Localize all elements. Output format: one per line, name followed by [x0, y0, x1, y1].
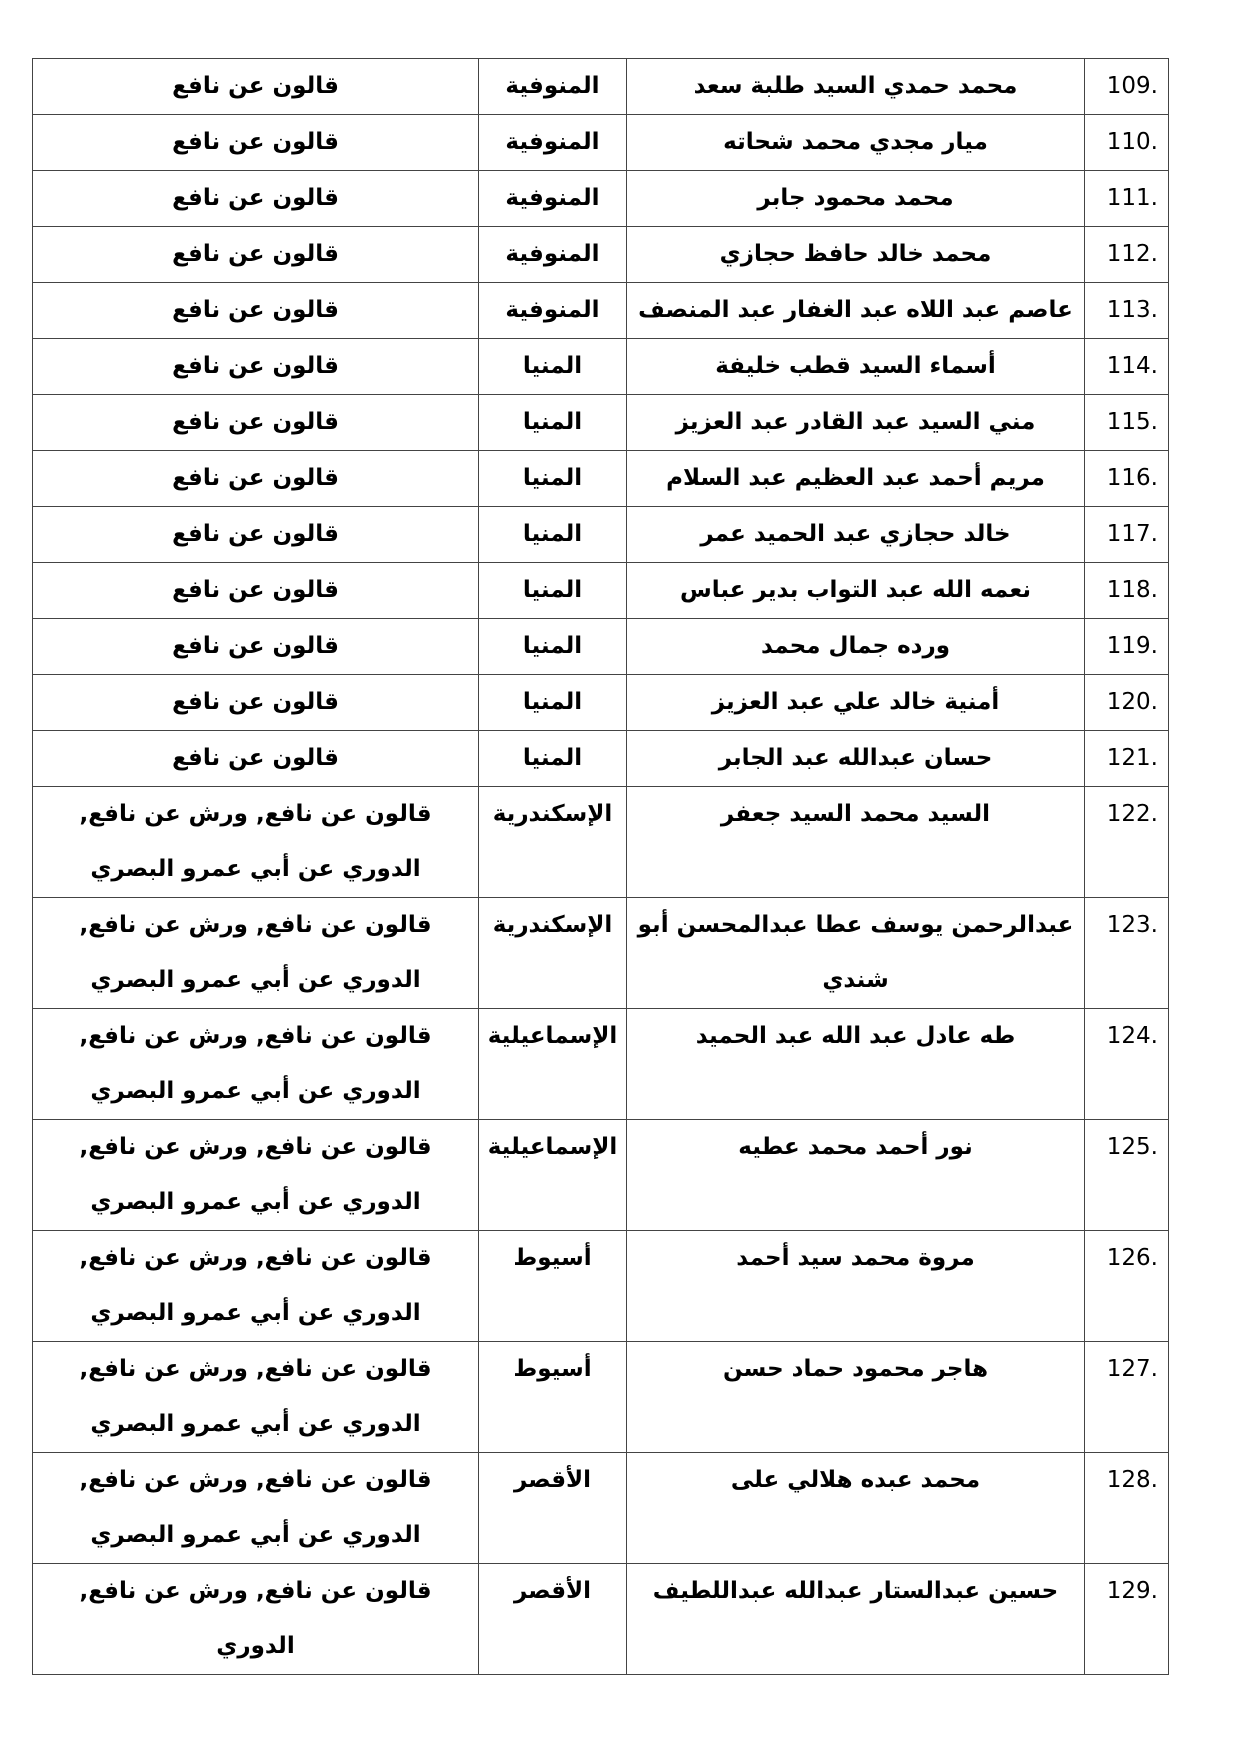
- row-number-cell: 126.: [1085, 1231, 1169, 1342]
- readings-cell: قالون عن نافع: [33, 339, 479, 395]
- name-cell: هاجر محمود حماد حسن: [627, 1342, 1085, 1453]
- table-body: [33, 59, 1169, 1675]
- name-cell: حسين عبدالستار عبدالله عبداللطيف: [627, 1564, 1085, 1675]
- readings-cell: قالون عن نافع, ورش عن نافع, الدوري عن أبي عمرو البصري: [33, 1453, 479, 1564]
- table-row: [33, 898, 1169, 1009]
- table-row: [33, 59, 1169, 115]
- governorate-cell: الأقصر: [479, 1564, 627, 1675]
- governorate-cell: المنوفية: [479, 283, 627, 339]
- readings-cell: قالون عن نافع, ورش عن نافع, الدوري عن أبي عمرو البصري: [33, 787, 479, 898]
- table-row: [33, 1453, 1169, 1564]
- row-number-cell: 116.: [1085, 451, 1169, 507]
- name-cell: أسماء السيد قطب خليفة: [627, 339, 1085, 395]
- table-row: [33, 507, 1169, 563]
- governorate-cell: الإسكندرية: [479, 898, 627, 1009]
- row-number-cell: 127.: [1085, 1342, 1169, 1453]
- governorate-cell: أسيوط: [479, 1342, 627, 1453]
- row-number-cell: 120.: [1085, 675, 1169, 731]
- row-number-cell: 109.: [1085, 59, 1169, 115]
- readings-cell: قالون عن نافع: [33, 563, 479, 619]
- row-number-cell: 115.: [1085, 395, 1169, 451]
- governorate-cell: المنيا: [479, 395, 627, 451]
- row-number-cell: 114.: [1085, 339, 1169, 395]
- name-cell: محمد حمدي السيد طلبة سعد: [627, 59, 1085, 115]
- table-row: [33, 731, 1169, 787]
- governorate-cell: الأقصر: [479, 1453, 627, 1564]
- readings-cell: قالون عن نافع: [33, 171, 479, 227]
- row-number-cell: 119.: [1085, 619, 1169, 675]
- name-cell: أمنية خالد علي عبد العزيز: [627, 675, 1085, 731]
- readings-cell: قالون عن نافع, ورش عن نافع, الدوري عن أبي عمرو البصري: [33, 898, 479, 1009]
- name-cell: السيد محمد السيد جعفر: [627, 787, 1085, 898]
- readings-cell: قالون عن نافع: [33, 283, 479, 339]
- readings-cell: قالون عن نافع, ورش عن نافع, الدوري عن أبي عمرو البصري: [33, 1120, 479, 1231]
- name-cell: مني السيد عبد القادر عبد العزيز: [627, 395, 1085, 451]
- readings-cell: قالون عن نافع: [33, 395, 479, 451]
- table-row: [33, 115, 1169, 171]
- readings-cell: قالون عن نافع, ورش عن نافع, الدوري عن أبي عمرو البصري: [33, 1009, 479, 1120]
- table-row: [33, 1009, 1169, 1120]
- name-cell: محمد خالد حافظ حجازي: [627, 227, 1085, 283]
- name-cell: نعمه الله عبد التواب بدير عباس: [627, 563, 1085, 619]
- table-row: [33, 395, 1169, 451]
- row-number-cell: 122.: [1085, 787, 1169, 898]
- table-row: [33, 787, 1169, 898]
- participants-table: [32, 58, 1169, 1675]
- governorate-cell: المنيا: [479, 339, 627, 395]
- governorate-cell: الإسكندرية: [479, 787, 627, 898]
- table-row: [33, 619, 1169, 675]
- name-cell: محمد محمود جابر: [627, 171, 1085, 227]
- name-cell: مريم أحمد عبد العظيم عبد السلام: [627, 451, 1085, 507]
- name-cell: مروة محمد سيد أحمد: [627, 1231, 1085, 1342]
- readings-cell: قالون عن نافع: [33, 675, 479, 731]
- readings-cell: قالون عن نافع, ورش عن نافع, الدوري عن أبي عمرو البصري: [33, 1342, 479, 1453]
- readings-cell: قالون عن نافع, ورش عن نافع, الدوري: [33, 1564, 479, 1675]
- readings-cell: قالون عن نافع: [33, 227, 479, 283]
- governorate-cell: الإسماعيلية: [479, 1009, 627, 1120]
- readings-cell: قالون عن نافع: [33, 731, 479, 787]
- governorate-cell: المنيا: [479, 675, 627, 731]
- row-number-cell: 118.: [1085, 563, 1169, 619]
- table-row: [33, 1564, 1169, 1675]
- table-row: [33, 171, 1169, 227]
- name-cell: ورده جمال محمد: [627, 619, 1085, 675]
- table-row: [33, 1120, 1169, 1231]
- governorate-cell: المنوفية: [479, 227, 627, 283]
- table-row: [33, 283, 1169, 339]
- name-cell: عاصم عبد اللاه عبد الغفار عبد المنصف: [627, 283, 1085, 339]
- readings-cell: قالون عن نافع: [33, 115, 479, 171]
- governorate-cell: المنوفية: [479, 59, 627, 115]
- readings-cell: قالون عن نافع, ورش عن نافع, الدوري عن أبي عمرو البصري: [33, 1231, 479, 1342]
- row-number-cell: 129.: [1085, 1564, 1169, 1675]
- table-row: [33, 451, 1169, 507]
- governorate-cell: المنيا: [479, 619, 627, 675]
- name-cell: نور أحمد محمد عطيه: [627, 1120, 1085, 1231]
- table-row: [33, 339, 1169, 395]
- name-cell: ميار مجدي محمد شحاته: [627, 115, 1085, 171]
- governorate-cell: أسيوط: [479, 1231, 627, 1342]
- row-number-cell: 125.: [1085, 1120, 1169, 1231]
- name-cell: خالد حجازي عبد الحميد عمر: [627, 507, 1085, 563]
- table-row: [33, 227, 1169, 283]
- row-number-cell: 110.: [1085, 115, 1169, 171]
- readings-cell: قالون عن نافع: [33, 451, 479, 507]
- name-cell: عبدالرحمن يوسف عطا عبدالمحسن أبو شندي: [627, 898, 1085, 1009]
- row-number-cell: 112.: [1085, 227, 1169, 283]
- governorate-cell: المنوفية: [479, 115, 627, 171]
- name-cell: حسان عبدالله عبد الجابر: [627, 731, 1085, 787]
- row-number-cell: 123.: [1085, 898, 1169, 1009]
- table-row: [33, 675, 1169, 731]
- readings-cell: قالون عن نافع: [33, 59, 479, 115]
- row-number-cell: 121.: [1085, 731, 1169, 787]
- readings-cell: قالون عن نافع: [33, 507, 479, 563]
- name-cell: محمد عبده هلالي على: [627, 1453, 1085, 1564]
- governorate-cell: المنيا: [479, 563, 627, 619]
- readings-cell: قالون عن نافع: [33, 619, 479, 675]
- row-number-cell: 113.: [1085, 283, 1169, 339]
- row-number-cell: 124.: [1085, 1009, 1169, 1120]
- table-row: [33, 1342, 1169, 1453]
- governorate-cell: الإسماعيلية: [479, 1120, 627, 1231]
- governorate-cell: المنيا: [479, 731, 627, 787]
- table-row: [33, 1231, 1169, 1342]
- row-number-cell: 117.: [1085, 507, 1169, 563]
- row-number-cell: 111.: [1085, 171, 1169, 227]
- governorate-cell: المنيا: [479, 451, 627, 507]
- row-number-cell: 128.: [1085, 1453, 1169, 1564]
- governorate-cell: المنيا: [479, 507, 627, 563]
- governorate-cell: المنوفية: [479, 171, 627, 227]
- name-cell: طه عادل عبد الله عبد الحميد: [627, 1009, 1085, 1120]
- table-row: [33, 563, 1169, 619]
